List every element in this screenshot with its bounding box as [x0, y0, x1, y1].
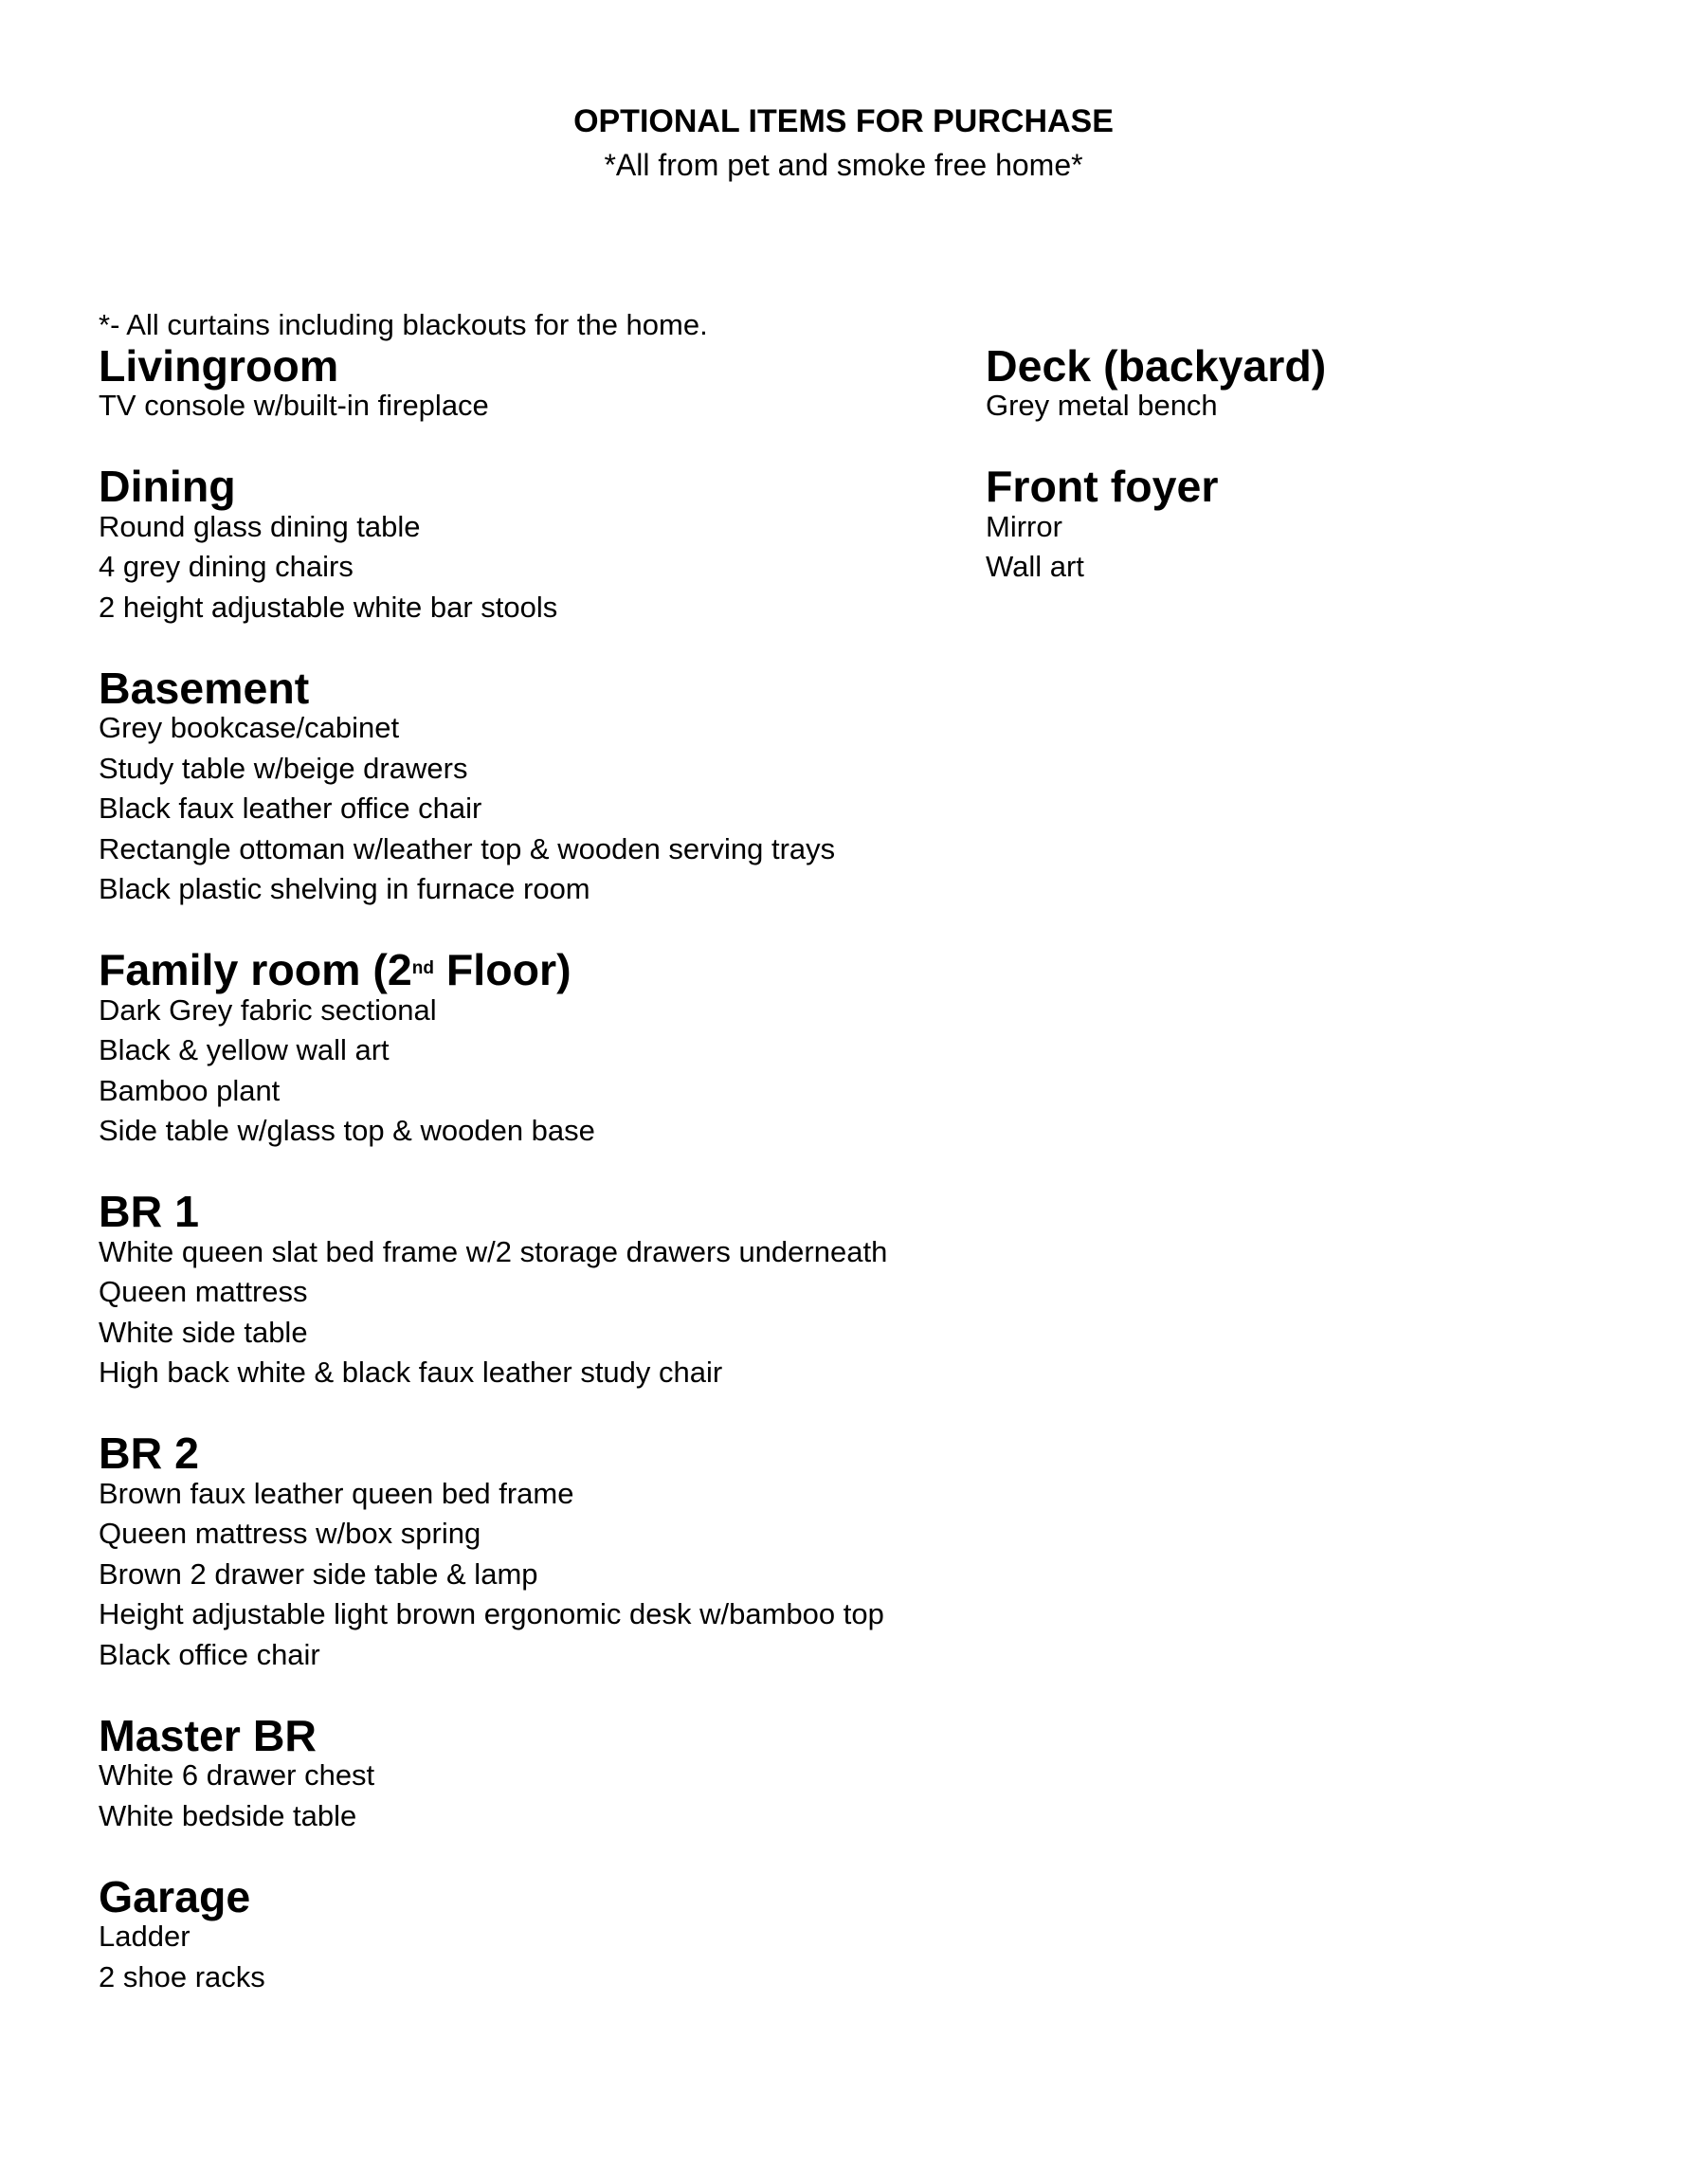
list-item: White 6 drawer chest [99, 1758, 375, 1792]
list-item: White side table [99, 1315, 308, 1349]
list-item: Ladder [99, 1920, 190, 1953]
list-item: Wall art [986, 550, 1084, 583]
section-dining [99, 462, 989, 628]
list-item: High back white & black faux leather study chair [99, 1356, 723, 1389]
item-list [99, 1232, 989, 1393]
section-heading-text: Front foyer [986, 462, 1219, 511]
list-item: Round glass dining table [99, 509, 421, 543]
list-item: Grey metal bench [986, 389, 1218, 422]
list-item: White bedside table [99, 1798, 357, 1832]
section-heading [986, 462, 1592, 511]
left-section-list [99, 340, 989, 1998]
section-heading [99, 945, 989, 994]
list-item: 4 grey dining chairs [99, 550, 354, 583]
section-heading-text: BR 1 [99, 1187, 199, 1236]
list-item: Study table w/beige drawers [99, 751, 468, 785]
section-br-1 [99, 1187, 989, 1393]
section-br-2 [99, 1429, 989, 1675]
right-section-list [986, 340, 1592, 588]
list-item: Queen mattress [99, 1275, 308, 1308]
section-basement [99, 663, 989, 910]
document-title: OPTIONAL ITEMS FOR PURCHASE [573, 103, 1114, 139]
list-item: 2 shoe racks [99, 1959, 265, 1993]
section-heading [99, 462, 989, 511]
section-heading-text: BR 2 [99, 1429, 199, 1478]
list-item: Brown faux leather queen bed frame [99, 1476, 574, 1510]
section-heading-text: Master BR [99, 1710, 317, 1760]
section-garage [99, 1871, 989, 1998]
item-list [99, 386, 989, 427]
list-item: Side table w/glass top & wooden base [99, 1114, 595, 1147]
list-item: Brown 2 drawer side table & lamp [99, 1556, 538, 1591]
list-item: Queen mattress w/box spring [99, 1517, 481, 1550]
section-heading [99, 340, 989, 391]
section-heading-text: Garage [99, 1871, 251, 1921]
curtains-note: *- All curtains including blackouts for the home. [99, 308, 708, 341]
item-list [99, 507, 989, 628]
section-front-foyer [986, 462, 1592, 588]
list-item: Rectangle ottoman w/leather top & wooden serving trays [99, 831, 836, 865]
section-heading-text: Basement [99, 663, 310, 713]
list-item: Black office chair [99, 1637, 320, 1671]
section-heading-text: Family room (2 [99, 945, 412, 994]
section-heading-suffix: Floor) [433, 945, 571, 994]
section-heading [986, 340, 1592, 391]
section-heading [99, 663, 989, 713]
list-item: Height adjustable light brown ergonomic desk w/bamboo top [99, 1597, 884, 1630]
section-heading-superscript: nd [411, 958, 434, 978]
list-item: Dark Grey fabric sectional [99, 992, 437, 1027]
list-item: TV console w/built-in fireplace [99, 389, 489, 422]
item-list [99, 991, 989, 1152]
list-item: White queen slat bed frame w/2 storage drawers underneath [99, 1234, 888, 1268]
item-list [986, 386, 1592, 427]
section-family-room-2-floor [99, 945, 989, 1152]
section-heading-text: Livingroom [99, 340, 339, 391]
right-column [986, 305, 1592, 628]
list-item: 2 height adjustable white bar stools [99, 590, 558, 624]
section-heading [99, 1710, 989, 1760]
document-subtitle: *All from pet and smoke free home* [604, 148, 1083, 182]
section-heading-text: Dining [99, 462, 236, 511]
list-item: Black plastic shelving in furnace room [99, 872, 590, 905]
item-list [986, 507, 1592, 588]
left-column [99, 305, 989, 2038]
list-item: Black & yellow wall art [99, 1033, 390, 1066]
right-column-spacer [986, 305, 1592, 346]
list-item: Black faux leather office chair [99, 792, 482, 825]
section-master-br [99, 1710, 989, 1837]
section-heading [99, 1187, 989, 1236]
item-list [99, 1474, 989, 1676]
list-item: Mirror [986, 509, 1062, 543]
item-list [99, 708, 989, 910]
section-heading [99, 1429, 989, 1478]
list-item: Grey bookcase/cabinet [99, 711, 400, 744]
item-list [99, 1756, 989, 1836]
section-heading [99, 1871, 989, 1921]
section-heading-text: Deck (backyard) [986, 340, 1327, 391]
section-livingroom [99, 340, 989, 427]
document-header [0, 99, 1687, 186]
item-list [99, 1917, 989, 1997]
section-deck-backyard [986, 340, 1592, 427]
list-item: Bamboo plant [99, 1073, 281, 1107]
